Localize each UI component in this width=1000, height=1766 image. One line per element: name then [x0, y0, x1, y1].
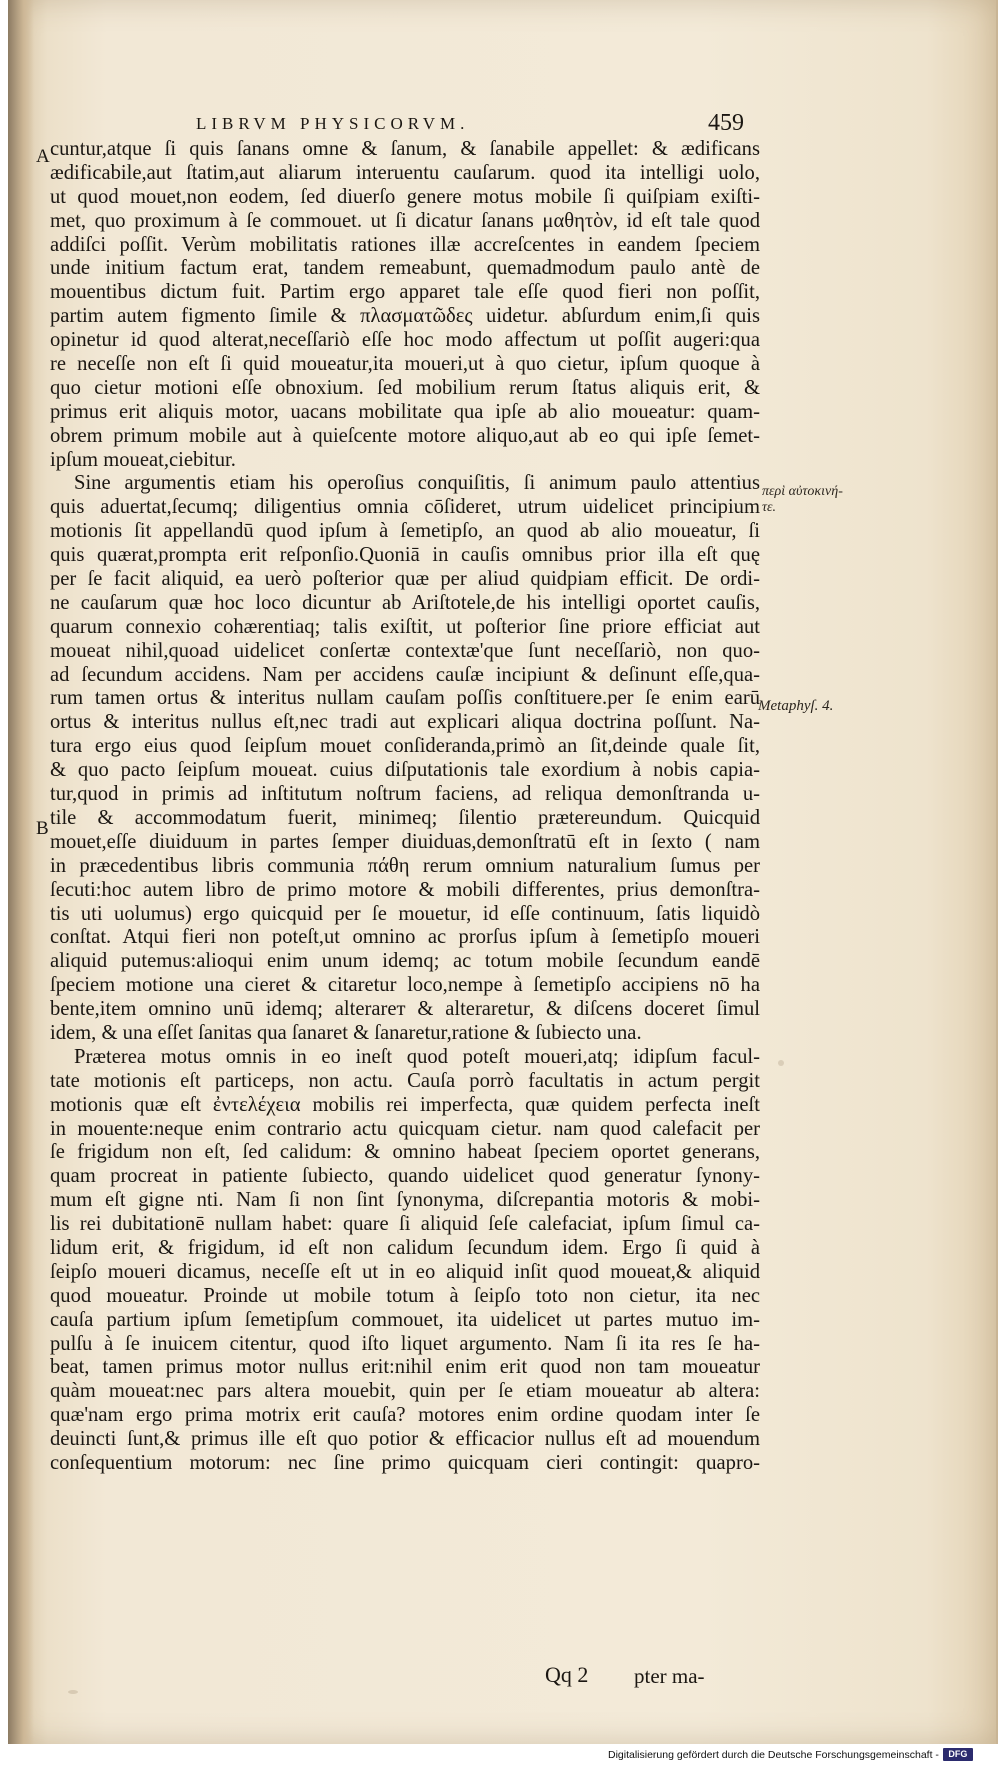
- text-line: ad ſecundum accidens. Nam per accidens cauſæ incipiunt & deſinunt eſſe,qua-: [50, 663, 760, 686]
- text-line: tura ergo eius quod ſeipſum mouet conſideranda,primò an ſit,deinde quale ſit,: [50, 735, 760, 758]
- text-line: re neceſſe non eſt ſi quid moueatur,ita moueri,ut à quo cietur, ipſum quoque à: [50, 353, 760, 376]
- text-line: partim autem figmento ſimile & πλασματῶδες uidetur. abſurdum enim,ſi quis: [50, 305, 760, 328]
- text-line: met, quo proximum à ſe commouet. ut ſi dicatur ſanans μαθητὸν, id eſt tale quod: [50, 209, 760, 232]
- text-line: mouentibus dictum fuit. Partim ergo apparet tale eſſe quod fieri non poſſit,: [50, 281, 760, 304]
- text-line: in præcedentibus libris communia πάθη rerum omnium naturalium ſumus per: [50, 854, 760, 877]
- text-line: ne cauſarum quæ hoc loco dicuntur ab Ariſtotele,de his intelligi oportet cauſis,: [50, 591, 760, 614]
- ink-spot: [778, 1060, 784, 1066]
- text-line: mouet,eſſe diuiduum in partes ſemper diuiduas,demonſtratū eſt in ſexto ( nam: [50, 830, 760, 853]
- text-line: idem, & una eſſet ſanitas qua ſanaret & ſanaretur,ratione & ſubiecto una.: [50, 1021, 642, 1044]
- body-text: [50, 138, 760, 1476]
- text-line: opinetur id quod alterat,neceſſariò eſſe hoc modo affectum ut poſſit augeri:qua: [50, 329, 760, 352]
- text-line: lidum erit, & frigidum, id eſt non calidum ſecundum idem. Ergo ſi quid à: [50, 1236, 760, 1259]
- text-line: quarum connexio cohærentiaq; talis exiſtit, ut poſterior ſine priore efficiat aut: [50, 615, 760, 638]
- text-line: tis uti uolumus) ergo quicquid per ſe mouetur, id eſſe continuum, ſatis liquidò: [50, 902, 760, 925]
- text-line: quis quærat,prompta erit reſponſio.Quoniā in cauſis omnibus prior illa eſt quę: [50, 544, 760, 567]
- margin-note-greek: [762, 484, 843, 516]
- margin-note-greek-line1: περὶ αὐτοκινή-: [762, 484, 843, 499]
- text-line: cuntur,atque ſi quis ſanans omne & ſanum, & ſanabile appellet: & ædificans: [50, 138, 760, 160]
- text-line: beat, tamen primus motor nullus erit:nihil enim erit quod non tam moueatur: [50, 1356, 760, 1379]
- text-line: deuincti ſunt,& primus ille eſt quo potior & efficacior nullus eſt ad mouendum: [50, 1428, 760, 1451]
- text-line: rum tamen ortus & interitus nullam cauſam poſſis conſtituere.per ſe enim earū: [50, 687, 760, 710]
- text-line: tur,quod in primis ad inſtitutum noſtrum faciens, ad reliqua demonſtranda u-: [50, 783, 760, 806]
- text-line: conſequentium motorum: nec ſine primo quicquam cieri contingit: quapro-: [50, 1451, 760, 1474]
- section-marker-a: A: [36, 146, 50, 167]
- margin-note-metaphysics: Metaphyſ. 4.: [758, 698, 834, 714]
- text-line: addiſci poſſit. Verùm mobilitatis rationes illæ accreſcentes in eandem ſpeciem: [50, 233, 760, 256]
- text-line: ortus & interitus nullus eſt,nec tradi aut explicari aliqua doctrina poſſunt. Na-: [50, 711, 760, 734]
- text-line: ut quod mouet,non eodem, ſed diuerſo genere motus mobile ſi quiſpiam exiſti-: [50, 185, 760, 208]
- text-line: per ſe facit aliquid, ea uerò poſterior quæ per aliud quidpiam efficit. De ordi-: [50, 568, 760, 591]
- text-line: motionis quæ eſt ἐντελέχεια mobilis rei imperfecta, quæ quidem perfecta ineſt: [50, 1093, 760, 1116]
- text-line: quàm moueat:nec pars altera mouebit, quin per ſe etiam moueatur ab altera:: [50, 1380, 760, 1403]
- text-line: & quo pacto ſeipſum moueat. cuius diſputationis tale exordium à nobis capia-: [50, 759, 760, 782]
- text-line: tile & accommodatum fuerit, minimeq; ſilentio prætereundum. Quicquid: [50, 806, 760, 829]
- text-line: quo cietur motioni eſſe obnoxium. ſed mobilium rerum ſtatus aliquis erit, &: [50, 376, 760, 399]
- text-line: ſeipſo moueri dicamus, neceſſe eſt ut in eo aliquid inſit quod moueat,& aliquid: [50, 1260, 760, 1283]
- text-line: tate motionis eſt particeps, non actu. Cauſa porrò facultatis in actum pergit: [50, 1069, 760, 1092]
- credit-text: Digitalisierung gefördert durch die Deutsche Forschungsgemeinschaft -: [608, 1748, 939, 1761]
- running-title: LIBRVM PHYSICORVM.: [196, 114, 470, 133]
- text-line: ſe frigidum non eſt, ſed calidum: & omnino habeat ſpeciem oportet generans,: [50, 1141, 760, 1164]
- section-marker-b: B: [36, 818, 49, 839]
- page-number: 459: [708, 110, 744, 136]
- text-line: quod moueatur. Proinde ut mobile totum à ſeipſo toto non cietur, ita nec: [50, 1284, 760, 1307]
- text-line: obrem primum mobile aut à quieſcente motore aliquo,aut ab eo qui ipſe ſemet-: [50, 424, 760, 447]
- dfg-logo-icon: DFG: [943, 1748, 973, 1761]
- text-line: mum eſt gigne nti. Nam ſi non ſint ſynonyma, diſcrepantia motoris & mobi-: [50, 1189, 760, 1212]
- text-line: moueat nihil,quoad uidelicet conſertæ contextæ'que ſunt neceſſariò, non quo-: [50, 639, 760, 662]
- text-line: lis rei dubitationē nullam habet: quare ſi aliquid ſeſe calefaciat, ipſum ſimul ca-: [50, 1213, 760, 1236]
- text-line: Sine argumentis etiam his operoſius conquiſitis, ſi animum paulo attentius: [74, 472, 760, 495]
- digitization-credit: [608, 1748, 973, 1761]
- text-line: conſtat. Atqui fieri non poteſt,ut omnino ac prorſus ipſum à ſemetipſo moueri: [50, 926, 760, 949]
- margin-note-greek-line2: τε.: [762, 500, 777, 515]
- text-line: ſpeciem motione una cieret & citaretur loco,nempe à ſemetipſo accipiens nō ha: [50, 974, 760, 997]
- text-line: bente,item omnino unū idemq; alterarет & alteraretur, & diſcens doceret ſimul: [50, 998, 760, 1021]
- signature-mark: Qq 2: [545, 1662, 589, 1687]
- text-line: unde initium factum erat, tandem remeabunt, quemadmodum paulo antè de: [50, 257, 760, 280]
- text-line: cauſa partium ipſum ſemetipſum commouet, ita uidelicet ut partes mutuo im-: [50, 1308, 760, 1331]
- text-line: ipſum moueat,ciebitur.: [50, 448, 236, 471]
- text-line: quam procreat in patiente ſubiecto, quando uidelicet quod generatur ſynony-: [50, 1165, 760, 1188]
- text-line: aliquid putemus:alioqui enim unum idemq; ac totum mobile ſecundum eandē: [50, 950, 760, 973]
- catchword: pter ma-: [634, 1664, 705, 1688]
- ink-spot: [68, 1690, 78, 1694]
- text-line: quæ'nam ergo prima motrix erit cauſa? motores enim ordine quodam inter ſe: [50, 1404, 760, 1427]
- binding-gutter: [8, 0, 34, 1744]
- text-line: Præterea motus omnis in eo ineſt quod poteſt moueri,atq; idipſum facul-: [74, 1045, 760, 1068]
- text-line: primus erit aliquis motor, uacans mobilitate qua ipſe ab alio moueatur: quam-: [50, 400, 760, 423]
- text-line: quis aduertat,ſecumq; diligentius omnia cōſideret, utrum uidelicet principium: [50, 496, 760, 519]
- text-line: pulſu à ſe inuicem citentur, quod iſto liquet argumento. Nam ſi ita res ſe ha-: [50, 1332, 760, 1355]
- text-line: ſecuti:hoc autem libro de primo motore & mobili differentes, prius demonſtra-: [50, 878, 760, 901]
- text-line: motionis ſit appellandū quod ipſum à ſemetipſo, an quod ab alio moueatur, ſi: [50, 520, 760, 543]
- text-line: in mouente:neque enim contrario actu quicquam cietur. nam quod calefacit per: [50, 1117, 760, 1140]
- text-line: ædificabile,aut ſtatim,aut aliarum interuentu cauſarum. quod ita intelligi uolo,: [50, 161, 760, 184]
